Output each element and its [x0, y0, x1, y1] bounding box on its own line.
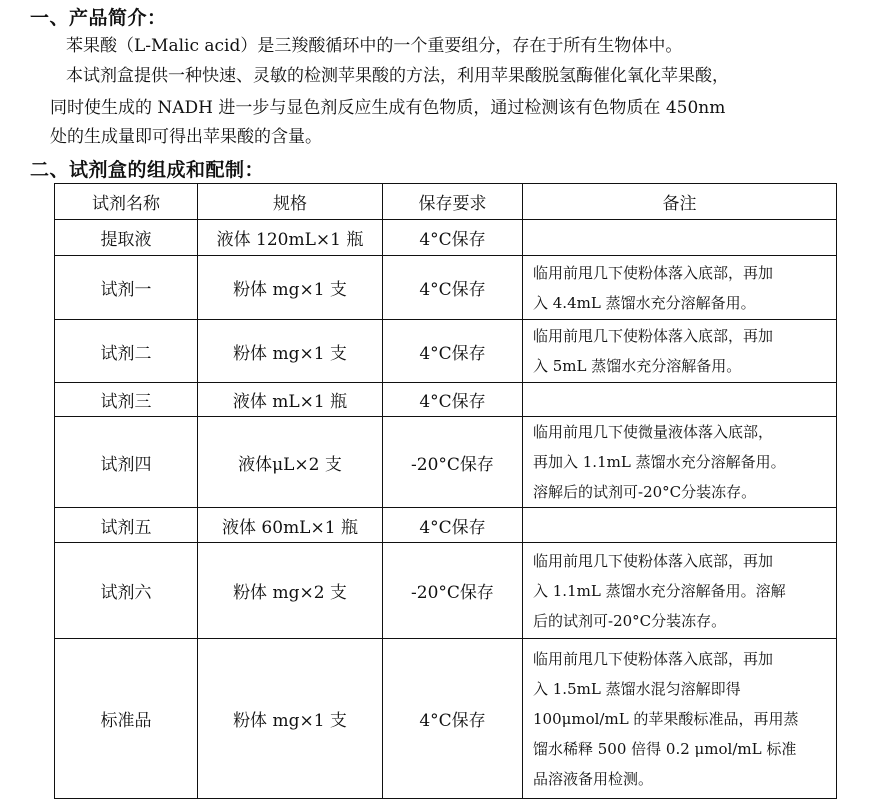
note-line: 后的试剂可-20°C分装冻存。 [533, 611, 727, 630]
intro-line-1: 苯果酸（L-Malic acid）是三羧酸循环中的一个重要组分，存在于所有生物体中。 [66, 36, 683, 56]
cell-spec: 粉体 mg×2 支 [198, 543, 383, 639]
cell-storage: 4°C保存 [383, 220, 523, 256]
table-row [55, 220, 837, 256]
cell-name: 提取液 [55, 220, 198, 256]
section-heading-composition: 二、试剂盒的组成和配制： [30, 159, 265, 181]
intro-line-3: 同时使生成的 NADH 进一步与显色剂反应生成有色物质，通过检测该有色物质在 450nm [50, 98, 726, 118]
table-row [55, 508, 837, 543]
cell-note [523, 543, 837, 639]
table-row [55, 320, 837, 383]
cell-storage: -20°C保存 [383, 417, 523, 508]
note-line: 临用前甩几下使粉体落入底部，再加 [533, 263, 774, 282]
cell-spec: 液体μL×2 支 [198, 417, 383, 508]
table-row [55, 256, 837, 320]
cell-name: 试剂一 [55, 256, 198, 320]
note-line: 入 5mL 蒸馏水充分溶解备用。 [533, 357, 742, 375]
cell-spec: 粉体 mg×1 支 [198, 639, 383, 799]
cell-note [523, 383, 837, 417]
cell-note [523, 220, 837, 256]
note-line: 品溶液备用检测。 [533, 769, 654, 788]
note-line: 入 4.4mL 蒸馏水充分溶解备用。 [533, 293, 756, 312]
note-line: 溶解后的试剂可-20°C分装冻存。 [533, 483, 757, 501]
cell-note [523, 639, 837, 799]
note-line: 临用前甩几下使粉体落入底部，再加 [533, 649, 774, 668]
cell-name: 试剂三 [55, 383, 198, 417]
note-line: 100μmol/mL 的苹果酸标准品，再用蒸 [533, 709, 799, 728]
cell-name: 标准品 [55, 639, 198, 799]
table-row [55, 417, 837, 508]
cell-name: 试剂二 [55, 320, 198, 383]
cell-storage: 4°C保存 [383, 639, 523, 799]
cell-storage: 4°C保存 [383, 320, 523, 383]
table-row [55, 543, 837, 639]
cell-note [523, 508, 837, 543]
cell-spec: 液体 120mL×1 瓶 [198, 220, 383, 256]
cell-spec: 粉体 mg×1 支 [198, 256, 383, 320]
intro-line-4: 处的生成量即可得出苹果酸的含量。 [50, 127, 322, 147]
note-line: 临用前甩几下使微量液体落入底部， [533, 423, 774, 441]
cell-note [523, 256, 837, 320]
cell-storage: 4°C保存 [383, 508, 523, 543]
header-note: 备注 [523, 184, 837, 220]
table-row [55, 639, 837, 799]
note-line: 入 1.5mL 蒸馏水混匀溶解即得 [533, 679, 741, 698]
note-line: 馏水稀释 500 倍得 0.2 μmol/mL 标准 [533, 739, 797, 758]
cell-name: 试剂四 [55, 417, 198, 508]
table-header-row [55, 184, 837, 220]
note-line: 入 1.1mL 蒸馏水充分溶解备用。溶解 [533, 581, 786, 600]
header-storage: 保存要求 [383, 184, 523, 220]
header-name: 试剂名称 [55, 184, 198, 220]
cell-note [523, 417, 837, 508]
header-spec: 规格 [198, 184, 383, 220]
note-line: 再加入 1.1mL 蒸馏水充分溶解备用。 [533, 453, 786, 471]
cell-name: 试剂六 [55, 543, 198, 639]
cell-spec: 粉体 mg×1 支 [198, 320, 383, 383]
cell-storage: 4°C保存 [383, 383, 523, 417]
note-line: 临用前甩几下使粉体落入底部，再加 [533, 551, 774, 570]
cell-storage: -20°C保存 [383, 543, 523, 639]
table-row [55, 383, 837, 417]
cell-storage: 4°C保存 [383, 256, 523, 320]
section-heading-intro: 一、产品简介： [30, 7, 167, 29]
cell-spec: 液体 60mL×1 瓶 [198, 508, 383, 543]
intro-line-2: 本试剂盒提供一种快速、灵敏的检测苹果酸的方法，利用苹果酸脱氢酶催化氧化苹果酸， [66, 66, 729, 86]
cell-spec: 液体 mL×1 瓶 [198, 383, 383, 417]
note-line: 临用前甩几下使粉体落入底部，再加 [533, 327, 774, 345]
cell-name: 试剂五 [55, 508, 198, 543]
cell-note [523, 320, 837, 383]
reagent-table [54, 183, 837, 799]
